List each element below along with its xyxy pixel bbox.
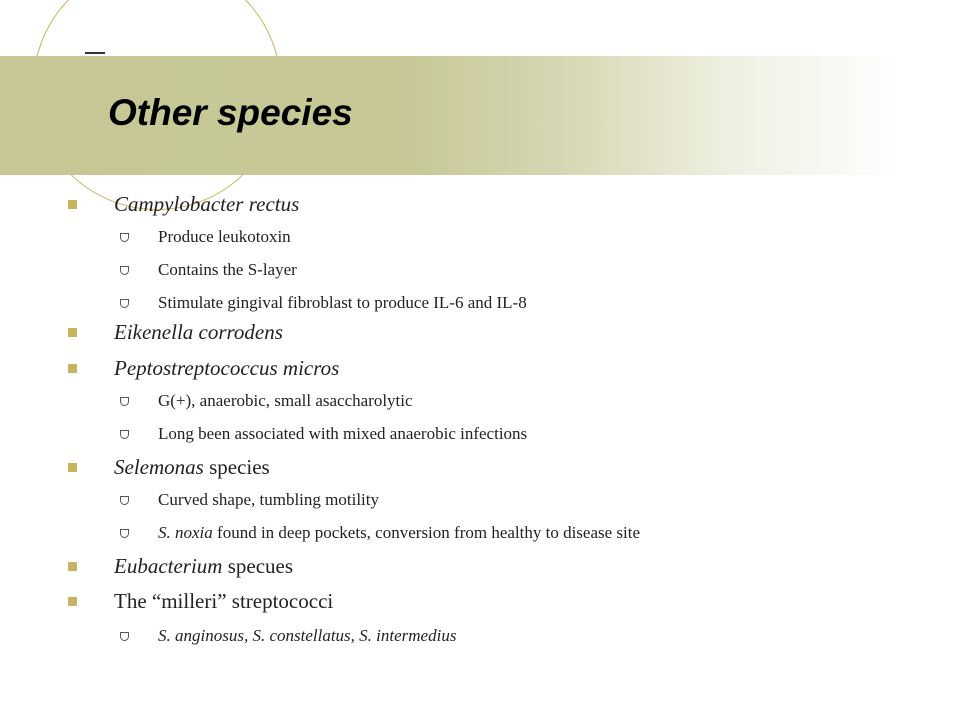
bullet-text <box>114 354 339 382</box>
bullet-text <box>114 190 299 218</box>
square-bullet-icon <box>68 200 77 209</box>
hollow-square-bullet-icon <box>120 496 129 505</box>
hollow-square-bullet-icon <box>120 430 129 439</box>
square-bullet-icon <box>68 328 77 337</box>
bullet-plain-text: G(+), anaerobic, small asaccharolytic <box>158 391 413 410</box>
bullet-text <box>114 453 270 481</box>
slide-title: Other species <box>108 92 353 133</box>
italic-species-name: Eikenella corrodens <box>114 320 283 344</box>
italic-species-name: S. noxia <box>158 523 213 542</box>
bullet-plain-text: Curved shape, tumbling motility <box>158 490 379 509</box>
italic-species-name: Selemonas <box>114 455 204 479</box>
hollow-square-bullet-icon <box>120 529 129 538</box>
square-bullet-icon <box>68 463 77 472</box>
bullet-text <box>158 225 291 249</box>
hollow-square-bullet-icon <box>120 632 129 641</box>
square-bullet-icon <box>68 364 77 373</box>
bullet-plain-text: species <box>203 455 270 479</box>
square-bullet-icon <box>68 597 77 606</box>
bullet-text <box>158 291 527 315</box>
hollow-square-bullet-icon <box>120 397 129 406</box>
square-bullet-icon <box>68 562 77 571</box>
bullet-text <box>158 422 527 446</box>
bullet-text <box>114 552 293 580</box>
hollow-square-bullet-icon <box>120 266 129 275</box>
bullet-text <box>114 318 283 346</box>
bullet-plain-text: The “milleri” streptococci <box>114 589 334 613</box>
bullet-text <box>158 389 413 413</box>
bullet-plain-text: Produce leukotoxin <box>158 227 291 246</box>
bullet-text <box>158 521 640 545</box>
bullet-plain-text: Contains the S-layer <box>158 260 297 279</box>
hollow-square-bullet-icon <box>120 233 129 242</box>
italic-species-name: S. anginosus, S. constellatus, S. intermedius <box>158 626 457 645</box>
bullet-plain-text: Long been associated with mixed anaerobic infections <box>158 424 528 443</box>
bullet-plain-text: found in deep pockets, conversion from healthy to disease site <box>212 523 641 542</box>
bullet-text <box>158 258 297 282</box>
bullet-text <box>158 488 379 512</box>
bullet-text <box>114 587 333 615</box>
italic-species-name: Campylobacter rectus <box>114 192 300 216</box>
italic-species-name: Peptostreptococcus micros <box>114 356 340 380</box>
bullet-plain-text: Stimulate gingival fibroblast to produce IL-6 and IL-8 <box>158 293 527 312</box>
bullet-plain-text: specues <box>222 554 294 578</box>
hollow-square-bullet-icon <box>120 299 129 308</box>
bullet-text <box>158 624 456 648</box>
italic-species-name: Eubacterium <box>114 554 223 578</box>
